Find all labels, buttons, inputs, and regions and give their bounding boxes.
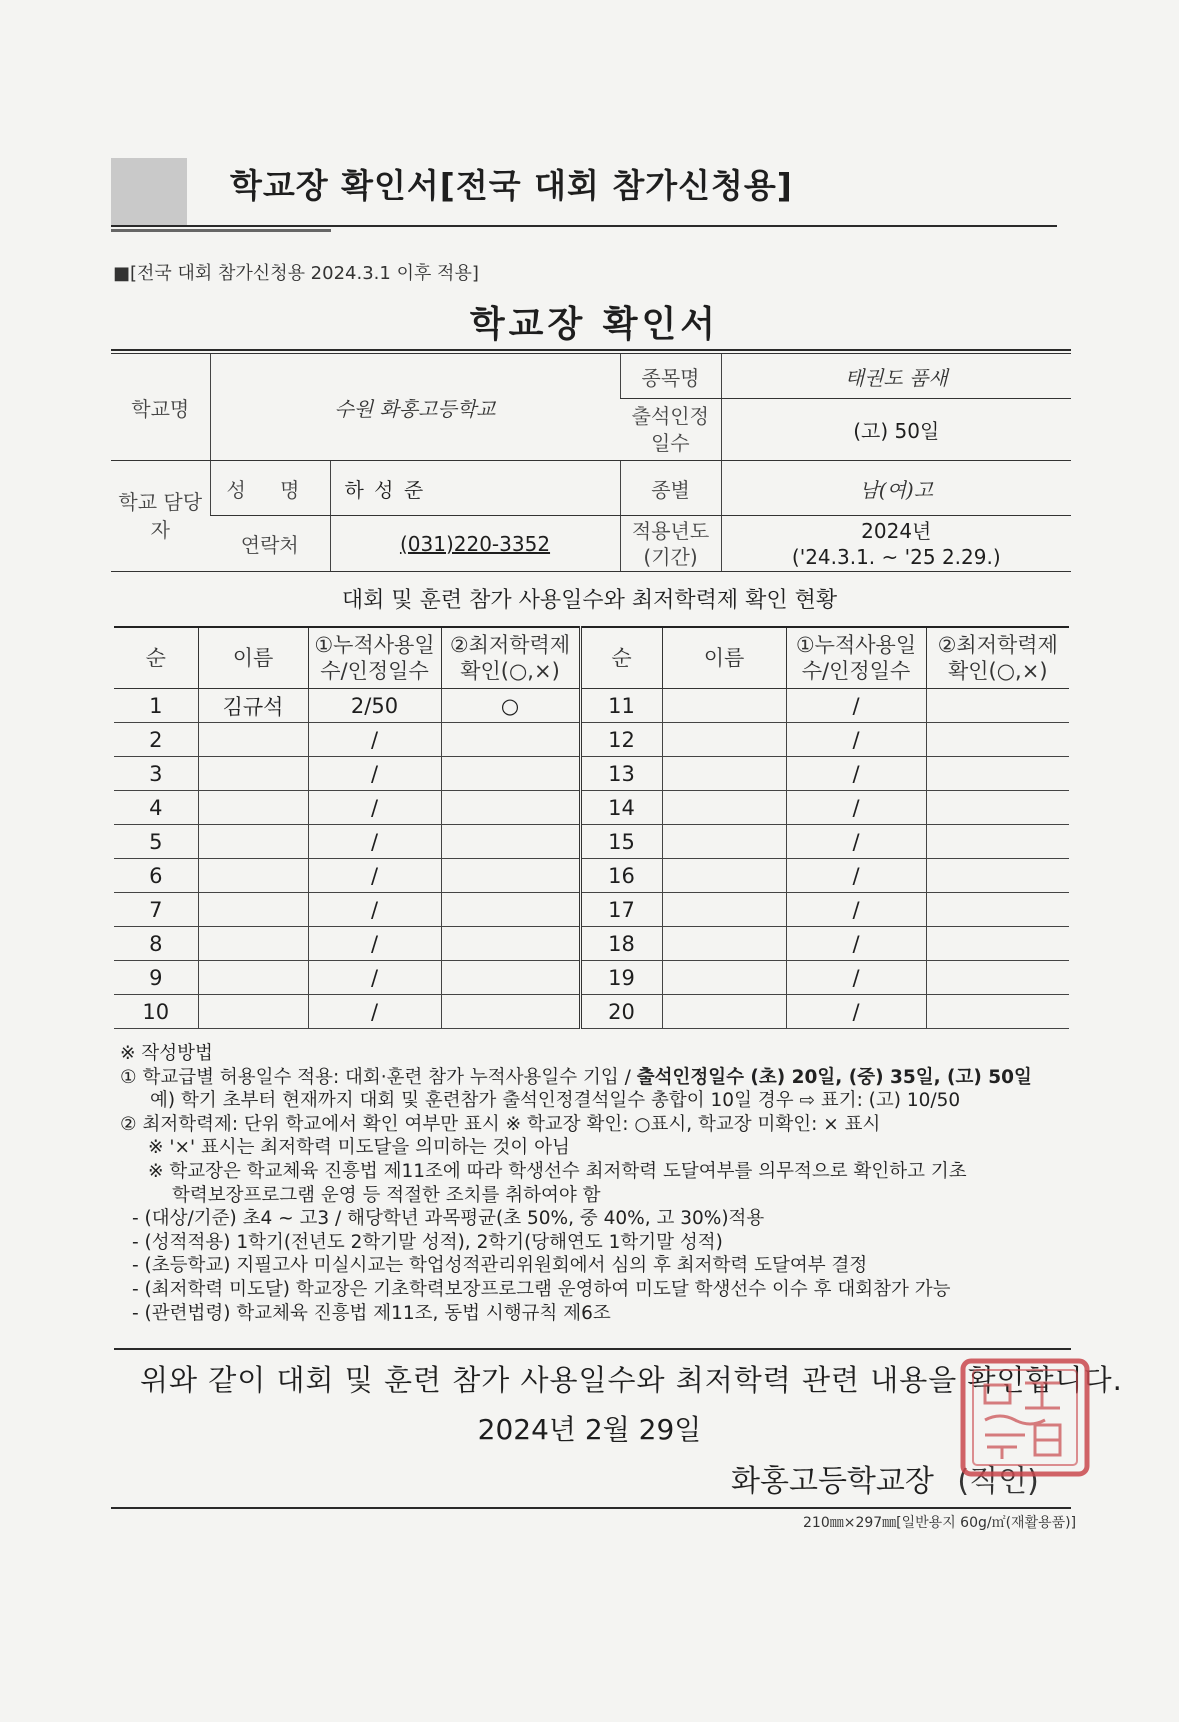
row-days-right: / [786, 757, 926, 791]
row-name-right [662, 995, 786, 1029]
header-name-left: 이름 [198, 627, 308, 689]
confirmation-statement: 위와 같이 대회 및 훈련 참가 사용일수와 최저학력 관련 내용을 확인합니다. [140, 1363, 1123, 1397]
note-1-bold: 출석인정일수 (초) 20일, (중) 35일, (고) 50일 [636, 1066, 1032, 1088]
row-name [198, 927, 308, 961]
row-check-right [926, 927, 1069, 961]
note-2: ② 최저학력제: 단위 학교에서 확인 여부만 표시 ※ 학교장 확인: ○표시, 학교장 미확인: × 표시 [120, 1113, 881, 1135]
note-2-b1: ※ 학교장은 학교체육 진흥법 제11조에 따라 학생선수 최저학력 도달여부를 의무적으로 확인하고 기초 [148, 1160, 967, 1182]
notes-heading: ※ 작성방법 [120, 1043, 213, 1064]
row-check-right [926, 723, 1069, 757]
year-label: 적용년도 (기간) [620, 516, 721, 572]
official-seal-icon [955, 1355, 1095, 1480]
seal-label: (직인) [957, 1464, 1039, 1499]
banner-underline-thick [111, 229, 331, 232]
table-row [114, 825, 1069, 859]
header-days-right: ①누적사용일수/인정일수 [786, 627, 926, 689]
row-name [198, 723, 308, 757]
row-no-right: 20 [580, 995, 662, 1029]
row-name-right [662, 825, 786, 859]
roster-table [114, 626, 1069, 1029]
row-no: 7 [114, 893, 198, 927]
footer-rule [111, 1507, 1071, 1509]
note-1 [120, 1066, 1080, 1090]
banner-grey-block [111, 158, 187, 225]
header-check-right: ②최저학력제 확인(○,×) [926, 627, 1069, 689]
row-check [441, 995, 580, 1029]
row-name [198, 791, 308, 825]
school-value: 수원 화홍고등학교 [210, 354, 620, 461]
row-check [441, 757, 580, 791]
row-no: 8 [114, 927, 198, 961]
row-no-right: 11 [580, 689, 662, 723]
row-name [198, 825, 308, 859]
year-value: 2024년 [861, 518, 932, 543]
row-days: / [308, 893, 441, 927]
row-days: / [308, 961, 441, 995]
issue-date: 2024년 2월 29일 [477, 1413, 702, 1446]
main-title: 학교장 확인서 [469, 304, 720, 345]
row-days: / [308, 757, 441, 791]
header-no-right: 순 [580, 627, 662, 689]
row-name [198, 995, 308, 1029]
row-days-right: / [786, 893, 926, 927]
row-name [198, 859, 308, 893]
detail-5: - (관련법령) 학교체육 진흥법 제11조, 동법 시행규칙 제6조 [132, 1302, 611, 1324]
row-check-right [926, 859, 1069, 893]
row-no-right: 14 [580, 791, 662, 825]
attendance-label: 출석인정 일수 [620, 399, 721, 461]
row-check-right [926, 791, 1069, 825]
row-no-right: 19 [580, 961, 662, 995]
paper-spec: 210㎜×297㎜[일반용지 60g/㎡(재활용품)] [803, 1515, 1077, 1531]
row-check-right [926, 757, 1069, 791]
header-check-left: ②최저학력제 확인(○,×) [441, 627, 580, 689]
application-subnote: ■[전국 대회 참가신청용 2024.3.1 이후 적용] [113, 263, 479, 284]
note-1-text: ① 학교급별 허용일수 적용: 대회·훈련 참가 누적사용일수 기입 / [120, 1066, 637, 1088]
row-name-right [662, 791, 786, 825]
event-value: 태권도 품새 [721, 354, 1071, 399]
row-name: 김규석 [198, 689, 308, 723]
table-row [114, 927, 1069, 961]
gender-value: 남(여)고 [721, 461, 1071, 516]
row-no: 10 [114, 995, 198, 1029]
note-1-example: 예) 학기 초부터 현재까지 대회 및 훈련참가 출석인정결석일수 총합이 10일 경우 ⇨ 표기: (고) 10/50 [150, 1090, 961, 1112]
row-days: / [308, 927, 441, 961]
row-days: / [308, 723, 441, 757]
contact-value: (031)220-3352 [399, 531, 551, 556]
section-title: 대회 및 훈련 참가 사용일수와 최저학력제 확인 현황 [341, 588, 838, 613]
row-name-right [662, 757, 786, 791]
name-label: 성 명 [210, 461, 330, 516]
name-value: 하 성 준 [330, 461, 620, 516]
detail-3: - (초등학교) 지필고사 미실시교는 학업성적관리위원회에서 심의 후 최저학력 도달여부 결정 [132, 1255, 868, 1277]
table-row [114, 995, 1069, 1029]
row-check [441, 961, 580, 995]
row-name [198, 961, 308, 995]
row-days-right: / [786, 927, 926, 961]
row-check [441, 893, 580, 927]
info-table [111, 353, 1071, 572]
row-no: 5 [114, 825, 198, 859]
row-days-right: / [786, 791, 926, 825]
principal-name: 화홍고등학교장 [731, 1464, 934, 1499]
row-no: 9 [114, 961, 198, 995]
row-days-right: / [786, 723, 926, 757]
title-rule [111, 349, 1071, 351]
row-name-right [662, 927, 786, 961]
row-check-right [926, 995, 1069, 1029]
banner-underline [111, 225, 1057, 227]
row-check [441, 723, 580, 757]
row-name-right [662, 893, 786, 927]
row-no-right: 13 [580, 757, 662, 791]
gender-label: 종별 [620, 461, 721, 516]
table-row [114, 689, 1069, 723]
event-label: 종목명 [620, 354, 721, 399]
row-no: 2 [114, 723, 198, 757]
row-days: / [308, 859, 441, 893]
row-days: 2/50 [308, 689, 441, 723]
row-check-right [926, 689, 1069, 723]
row-no: 3 [114, 757, 198, 791]
contact-label: 연락처 [210, 516, 330, 572]
table-row [114, 961, 1069, 995]
row-days-right: / [786, 689, 926, 723]
row-check [441, 859, 580, 893]
row-check-right [926, 825, 1069, 859]
header-no-left: 순 [114, 627, 198, 689]
row-days: / [308, 791, 441, 825]
row-check [441, 927, 580, 961]
row-check: ○ [441, 689, 580, 723]
header-days-left: ①누적사용일수/인정일수 [308, 627, 441, 689]
school-label: 학교명 [111, 354, 210, 461]
instructions-notes [120, 1042, 1080, 1325]
table-row [114, 723, 1069, 757]
table-row [114, 893, 1069, 927]
row-check [441, 825, 580, 859]
row-no-right: 18 [580, 927, 662, 961]
table-row [114, 757, 1069, 791]
header-name-right: 이름 [662, 627, 786, 689]
row-days: / [308, 995, 441, 1029]
note-2-a: ※ '×' 표시는 최저학력 미도달을 의미하는 것이 아님 [148, 1137, 570, 1159]
row-days-right: / [786, 825, 926, 859]
note-2-b2: 학력보장프로그램 운영 등 적절한 조치를 취하여야 함 [172, 1184, 601, 1206]
row-name-right [662, 961, 786, 995]
row-no-right: 17 [580, 893, 662, 927]
table-row [114, 791, 1069, 825]
row-days-right: / [786, 995, 926, 1029]
manager-label: 학교 담당자 [111, 461, 210, 572]
row-name-right [662, 689, 786, 723]
row-no: 1 [114, 689, 198, 723]
row-days-right: / [786, 859, 926, 893]
row-name [198, 757, 308, 791]
row-no-right: 12 [580, 723, 662, 757]
period-value: ('24.3.1. ~ '25 2.29.) [791, 544, 1001, 569]
row-name-right [662, 859, 786, 893]
row-days-right: / [786, 961, 926, 995]
attendance-value: (고) 50일 [721, 399, 1071, 461]
row-no-right: 16 [580, 859, 662, 893]
detail-2: - (성적적용) 1학기(전년도 2학기말 성적), 2학기(당해연도 1학기말 성적) [132, 1231, 723, 1253]
table-row [114, 859, 1069, 893]
row-days: / [308, 825, 441, 859]
row-name [198, 893, 308, 927]
row-check-right [926, 893, 1069, 927]
detail-4: - (최저학력 미도달) 학교장은 기초학력보장프로그램 운영하여 미도달 학생선수 이수 후 대회참가 가능 [132, 1278, 951, 1300]
notes-rule [114, 1348, 1071, 1350]
row-no-right: 15 [580, 825, 662, 859]
row-no: 6 [114, 859, 198, 893]
row-check-right [926, 961, 1069, 995]
row-name-right [662, 723, 786, 757]
banner-title: 학교장 확인서[전국 대회 참가신청용] [230, 166, 793, 205]
row-check [441, 791, 580, 825]
row-no: 4 [114, 791, 198, 825]
detail-1: - (대상/기준) 초4 ~ 고3 / 해당학년 과목평균(초 50%, 중 40%, 고 30%)적용 [132, 1208, 765, 1230]
